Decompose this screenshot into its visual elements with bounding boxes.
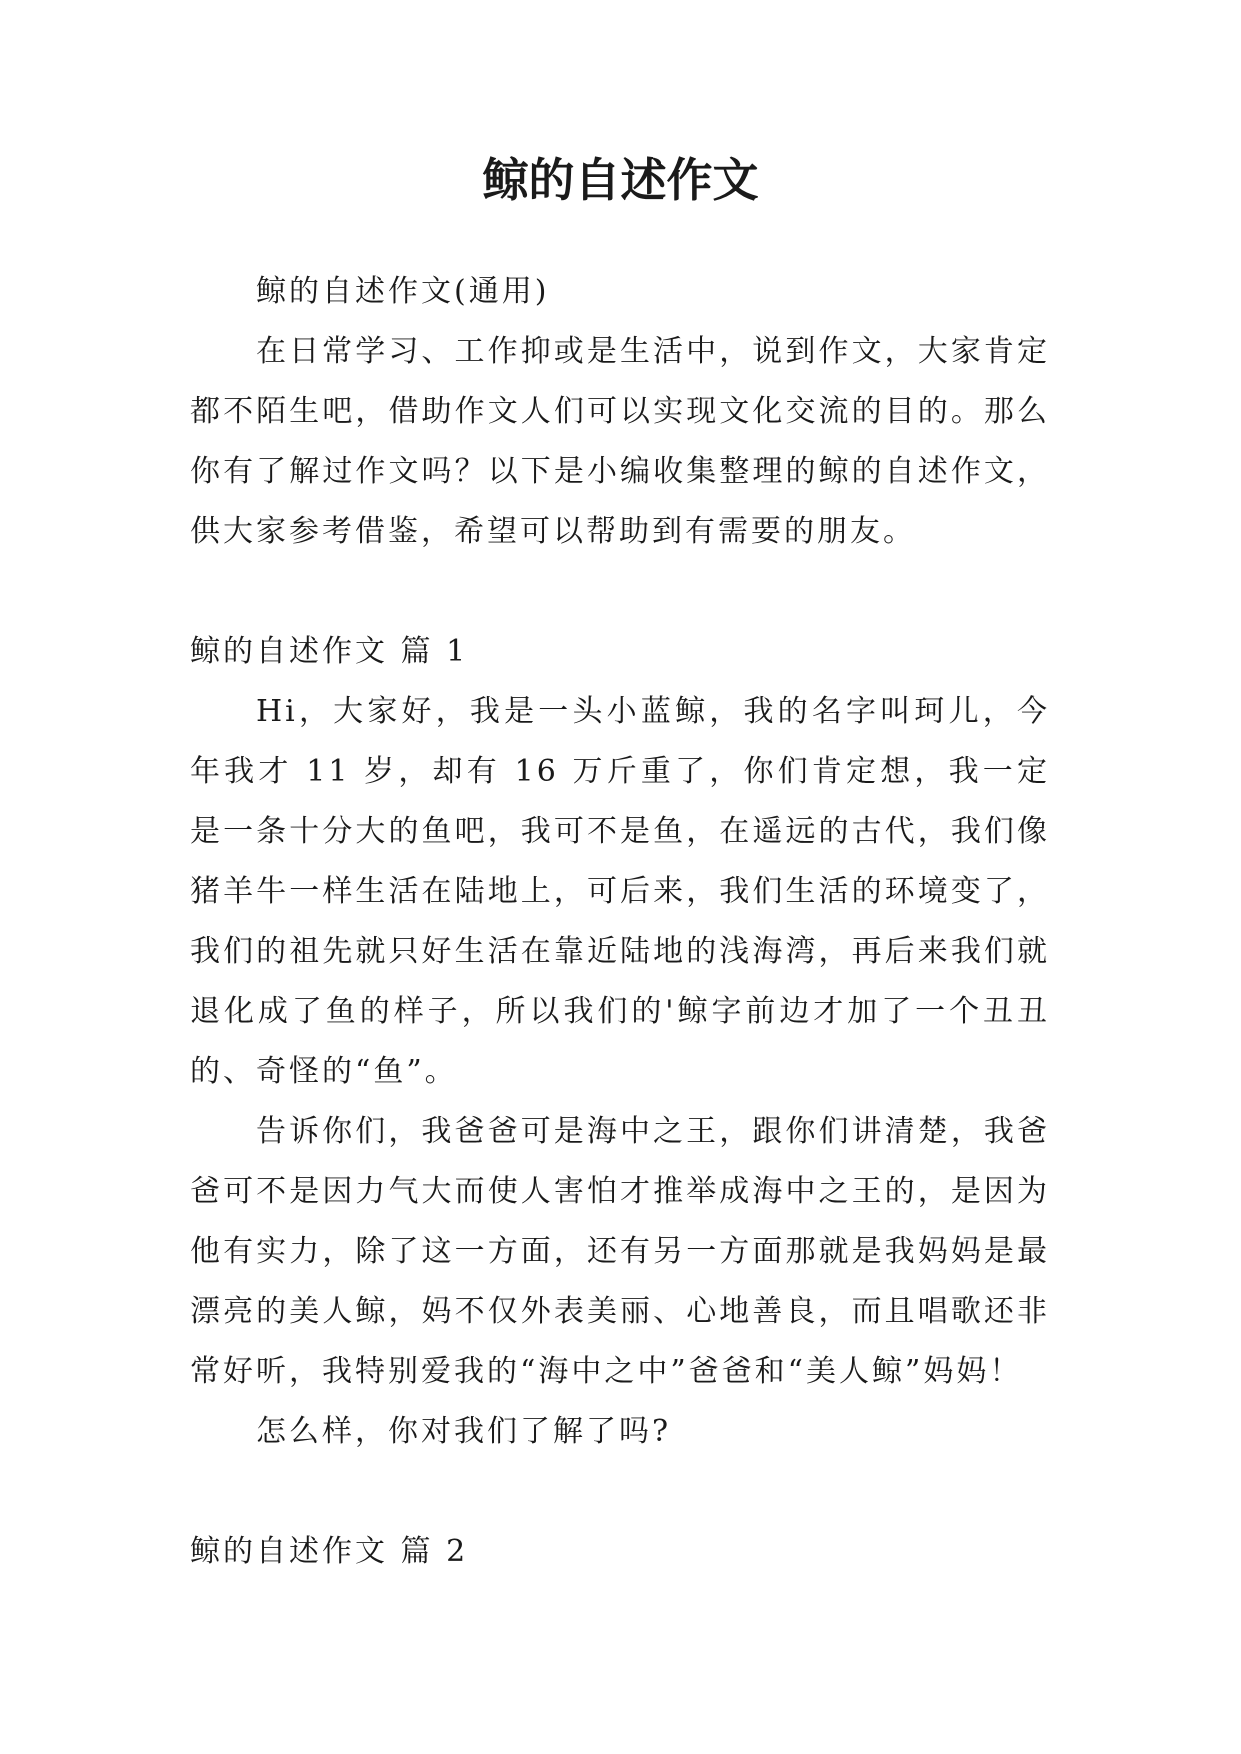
document-body [190, 262, 1050, 1582]
section-1-paragraph-3: 怎么样，你对我们了解了吗? [256, 1414, 672, 1449]
document-title: 鲸的自述作文 [482, 153, 759, 207]
section-heading-1: 鲸的自述作文 篇 1 [190, 634, 469, 669]
intro-paragraph: 在日常学习、工作抑或是生活中，说到作文，大家肯定都不陌生吧，借助作文人们可以实现文化交流的目的。那么你有了解过作文吗？以下是小编收集整理的鲸的自述作文，供大家参考借鉴，希望可以帮助到有需要的朋友。 [190, 334, 1050, 549]
document-subtitle: 鲸的自述作文(通用) [256, 274, 550, 309]
section-heading-2: 鲸的自述作文 篇 2 [190, 1534, 469, 1569]
section-1-paragraph-1: Hi，大家好，我是一头小蓝鲸，我的名字叫珂儿，今年我才 11 岁，却有 16 万斤重了，你们肯定想，我一定是一条十分大的鱼吧，我可不是鱼，在遥远的古代，我们像猪羊牛一样生活在陆地上，可后来，我们生活的环境变了，我们的祖先就只好生活在靠近陆地的浅海湾，再后来我们就退化成了鱼的样子，所以我们的'鲸字前边才加了一个丑丑的、奇怪的“鱼”。 [190, 694, 1050, 1089]
section-1-paragraph-2: 告诉你们，我爸爸可是海中之王，跟你们讲清楚，我爸爸可不是因力气大而使人害怕才推举成海中之王的，是因为他有实力，除了这一方面，还有另一方面那就是我妈妈是最漂亮的美人鲸，妈不仅外表美丽、心地善良，而且唱歌还非常好听，我特别爱我的“海中之中”爸爸和“美人鲸”妈妈！ [190, 1114, 1050, 1389]
